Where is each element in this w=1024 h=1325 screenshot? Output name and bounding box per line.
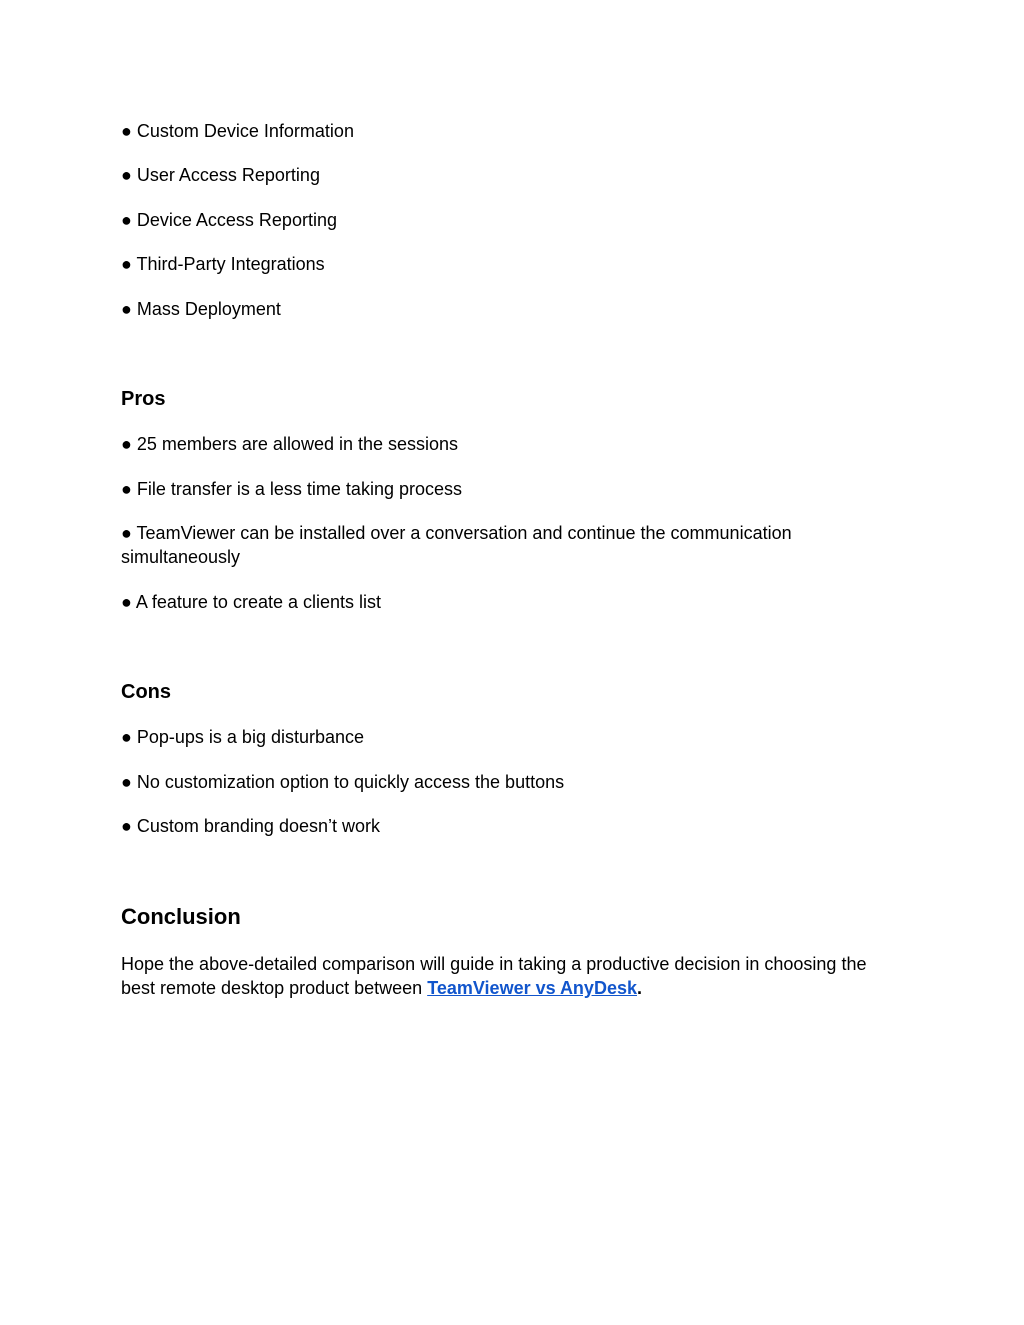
- feature-item: ● User Access Reporting: [121, 165, 320, 185]
- pros-item: ● A feature to create a clients list: [121, 592, 382, 612]
- conclusion-period: .: [636, 978, 642, 998]
- conclusion-text-line-1: Hope the above-detailed comparison will guide in taking a productive decision in choosing the: [121, 954, 867, 974]
- feature-item: ● Third-Party Integrations: [121, 254, 325, 274]
- feature-item: ● Custom Device Information: [121, 121, 354, 141]
- conclusion-text-prefix: best remote desktop product between: [121, 978, 428, 998]
- pros-item: ● TeamViewer can be installed over a conversation and continue the communication simultaneously: [121, 523, 792, 567]
- cons-item: ● Pop-ups is a big disturbance: [121, 727, 365, 747]
- teamviewer-vs-anydesk-link[interactable]: TeamViewer vs AnyDesk: [427, 978, 637, 998]
- pros-item: ● 25 members are allowed in the sessions: [121, 434, 459, 454]
- cons-heading: Cons: [121, 681, 171, 703]
- cons-item: ● No customization option to quickly access the buttons: [121, 772, 565, 792]
- pros-heading: Pros: [121, 388, 166, 410]
- cons-item: ● Custom branding doesn’t work: [121, 816, 380, 836]
- conclusion-text-line-2: [121, 976, 921, 1000]
- feature-item: ● Device Access Reporting: [121, 210, 337, 230]
- conclusion-heading: Conclusion: [121, 904, 241, 929]
- feature-item: ● Mass Deployment: [121, 299, 281, 319]
- pros-item: ● File transfer is a less time taking process: [121, 479, 462, 499]
